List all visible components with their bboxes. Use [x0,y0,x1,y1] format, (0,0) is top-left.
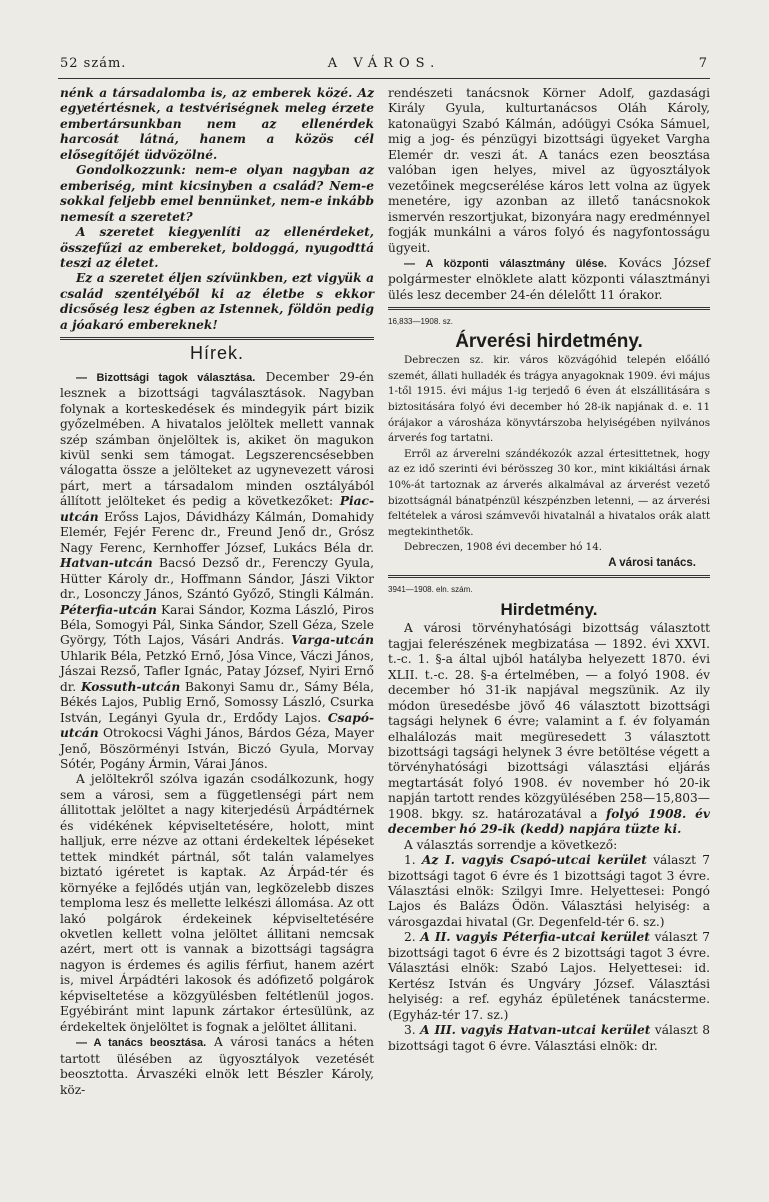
news-lead: — Bizottsági tagok választása. [76,371,256,384]
district-entry: 1. Az I. vagyis Csapó-utcai kerület választ 7 bizottsági tagot 6 évre és 1 bizottsági tagot 3 évre. Választási elnök: Szilgyi Imre. Helyettesei: Pongó Lajos és Balázs Ödön. Választási helyiség: a városgazdai hivatal (Gr. Degenfeld-tér 6. sz.) [388,853,710,929]
page-header [60,56,708,76]
news-item-council-cont: rendészeti tanácsnok Körner Adolf, gazdasági Király Gyula, kulturtanácsos Oláh Károly, katonaügyi Szabó Kálmán, adóügyi Csóka Sámuel, mig a jog- és pénzügyi bizottsági ügyeket Vargha Elemér dr. veszi át. A tanács ezen beosztása valóban igen helyes, mivel az ügyosztályok vezetőinek megcserélése káros lett volna az ügyek menetére, igy azonban az illető tanácsnokok ismervén reszortjukat, bizonyára nagy eredménnyel fogják munkálni a város folyó és nagyfontosságu ügyeit. [388,86,710,255]
section-divider [388,575,710,578]
left-column [60,86,374,1098]
notice-ref-number: 3941—1908. eln. szám. [388,585,473,595]
intro-paragraph: nénk a társadalomba is, az emberek közé. Az egyetértésnek, a testvériségnek meleg érzete embertársunkban nem az ellenérdek harcosát látná, hanem a közös cél elősegítőjét üdvözölné. [60,86,374,162]
newspaper-title: A VÁROS. [327,56,441,71]
intro-paragraph: Gondolkozzunk: nem-e olyan nagyban az emberiség, mint kicsinyben a család? Nem-e sokkal feljebb emel bennünket, nem-e inkább nemesít a szeretet? [60,163,374,224]
district-name: Hatvan-utcán [60,556,153,571]
district-name: Kossuth-utcán [80,679,181,694]
issue-number: 52 szám. [60,56,127,71]
auction-heading: Árverési hirdetmény. [455,330,643,352]
district-name: Péterfia-utcán [60,602,157,617]
election-date: folyó 1908. év december hó 29-ik (kedd) napjára tüzte ki. [388,806,711,837]
auction-ref-number: 16,833—1908. sz. [388,317,453,327]
district-title: Az I. vagyis Csapó-utcai kerület [421,853,647,868]
district-name: Piac-utcán [60,494,375,524]
auction-notice [388,353,710,556]
auction-paragraph: Debreczen sz. kir. város közvágóhid telepén előálló szemét, állati hulladék és trágya anyagoknak 1909. évi május 1-től 1915. évi május 1-ig terjedő 6 éven át elszállitására s biztositására folyó évi december hó 28-ik napjának d. e. 11 órájakor a városháza könyvtárszoba helyiségében nyilvános árverés fog tartatni. [388,354,710,445]
notice-order: A választás sorrendje a következő: [404,837,618,852]
section-divider [60,337,374,340]
news-item-elections: — Bizottsági tagok választása. December 29-én lesznek a bizottsági tagválasztások. Nagyban folynak a korteskedések és mindegyik párt bizik győzelmében. A hivatalos jelöltek mellett vannak szép számban önjelöltek is, akiket ön magukon kivül senki sem támogat. Legszerencsésebben válogatta össze a jelölteket az ugynevezett városi párt, mert a társadalom minden osztályából állított jelölteket és pedig a következőket: Piac-utcán Erőss Lajos, Dávidházy Kálmán, Domahidy Elemér, Fejér Ferenc dr., Freund Jenő dr., Grósz Nagy Ferenc, Kernhoffer József, Lukács Béla dr. Hatvan-utcán Bacsó Dezső dr., Ferenczy Gyula, Hütter Károly dr., Hoffmann Sándor, Jászi Viktor dr., Losonczy János, Szántó Győző, Stingli Kálmán. Péterfia-utcán Karai Sándor, Kozma László, Piros Béla, Somogyi Pál, Sinka Sándor, Szell Géza, Szele György, Tóth Lajos, Vásári András. Varga-utcán Uhlarik Béla, Petzkó Ernő, Jósa Vince, Váczi János, Jászai Rezső, Tafler Ignác, Patay József, Nyiri Ernő dr. Kossuth-utcán Bakonyi Samu dr., Sámy Béla, Békés Lajos, Publig Ernő, Somossy László, Csurka István, Legányi Gyula dr., Erdődy Lajos. Csapó-utcán Otrokocsi Vághi János, Bárdos Géza, Mayer Jenő, Böszörményi István, Biczó Gyula, Morvay Sótér, Pogány Ármin, Várai János. [60,369,375,772]
district-title: A II. vagyis Péterfia-utcai kerület [420,930,650,945]
news-lead: — A tanács beosztása. [76,1037,207,1050]
news-item-central-committee: — A központi választmány ülése. Kovács József polgármester elnöklete alatt központi választmányi ülés lesz december 24-én délelőtt 11 órakor. [388,255,710,302]
intro-paragraph: Ez a szeretet éljen szívünkben, ezt vigyük a család szentélyéből ki az életbe s ekkor dicsőség lesz égben az Istennek, földön pedig a jóakaró embereknek! [60,271,374,332]
header-rule [58,78,710,79]
section-divider [388,307,710,310]
news-heading: Hírek. [189,343,244,364]
notice-paragraph: A városi törvényhatósági bizottság választott tagjai felerészének megbizatása — 1892. évi XXVI. t.-c. 1. §-a által ujból hatályba helyezett 1870. évi XLII. t.-c. 28. §-a értelmében, — a folyó 1908. év december hó 31-ik napjával megszünik. Az ily módon üresedésbe jövő 46 választott bizottsági tagsági helynek 6 évre; valamint a f. év folyamán elhalálozás mait megüresedett 3 választott bizottsági tagsági helynek 3 évre betöltése végett a törvényhatósági bizottsági választási eljárás megtartását folyó 1908. év november hó 20-ik napján tartott rendes közgyülésében 258—15,803—1908. bkgy. sz. határozatával a folyó 1908. év december hó 29-ik (kedd) napjára tüzte ki. [388,621,711,837]
news-lead: — A központi választmány ülése. [404,257,607,270]
auction-date: Debreczen, 1908 évi december hó 14. [404,541,603,554]
district-entry: 3. A III. vagyis Hatvan-utcai kerület választ 8 bizottsági tagot 6 évre. Választási elnök: dr. [388,1023,710,1053]
right-column [388,86,710,1054]
district-entry: 2. A II. vagyis Péterfia-utcai kerület választ 7 bizottsági tagot 6 évre és 2 bizottsági tagot 3 évre. Választási elnök: Szabó Lajos. Helyettesei: id. Kertész István és Ungváry József. Választási helyiség: a ref. egyház épületének tanácsterme. (Egyház-tér 17. sz.) [388,930,710,1022]
district-name: Csapó-utcán [60,710,375,741]
notice-heading: Hirdetmény. [500,599,598,619]
news-item-council: — A tanács beosztása. A városi tanács a héten tartott ülésében az ügyosztályok vezetését beosztotta. Árvaszéki elnök lett Bészler Károly, köz- [60,1035,374,1097]
page-number: 7 [698,56,708,71]
district-title: A III. vagyis Hatvan-utcai kerület [420,1023,651,1038]
news-item-arpad-ter: A jelöltekről szólva igazán csodálkozunk, hogy sem a városi, sem a függetlenségi párt nem állitottak jelöltet a nagy kiterjedésü Árpádtérnek és vidékének képviseltetésére, holott, mint halljuk, erre nézve az ottani érdekeltek lépéseket tettek mindkét pártnál, sőt talán valamelyes biztató igéretet is kaptak. Az Árpád-tér és környéke a fejlődés utján van, legközelebb diszes temploma lesz és mellette lelkészi állomása. Az ott lakó polgárok érdekeinek képviseltetésére okvetlen kellett volna jelöltet állitani nemcsak azért, mert ott is vannak a bizottsági tagságra nagyon is érdemes és agilis férfiut, hanem azért is, mivel Árpádtéri lakosok és adófizető polgárok képviseltetése a közgyülésben feltétlenül jogos. Egyébiránt mint lapunk zártakor értesülünk, az érdekeltek önjelöltet is fognak a jelöltet állitani. [60,772,374,1034]
auction-signature: A városi tanács. [608,556,696,569]
intro-paragraph: A szeretet kiegyenlíti az ellenérdeket, összefűzi az embereket, boldoggá, nyugodttá teszi az életet. [60,225,374,270]
auction-paragraph: Erről az árverelni szándékozók azzal értesittetnek, hogy az ez idő szerinti évi bérösszeg 30 kor., mint kikiáltási árnak 10%-át tartoznak az árverés alkalmával az árverést vezető bizottságnál bánatpénzül készpénzben letenni, — az árverési feltételek a városi számvevői hivatalnál a hivatalos orák alatt megtekinthetők. [388,447,710,538]
district-name: Varga-utcán [291,633,374,648]
